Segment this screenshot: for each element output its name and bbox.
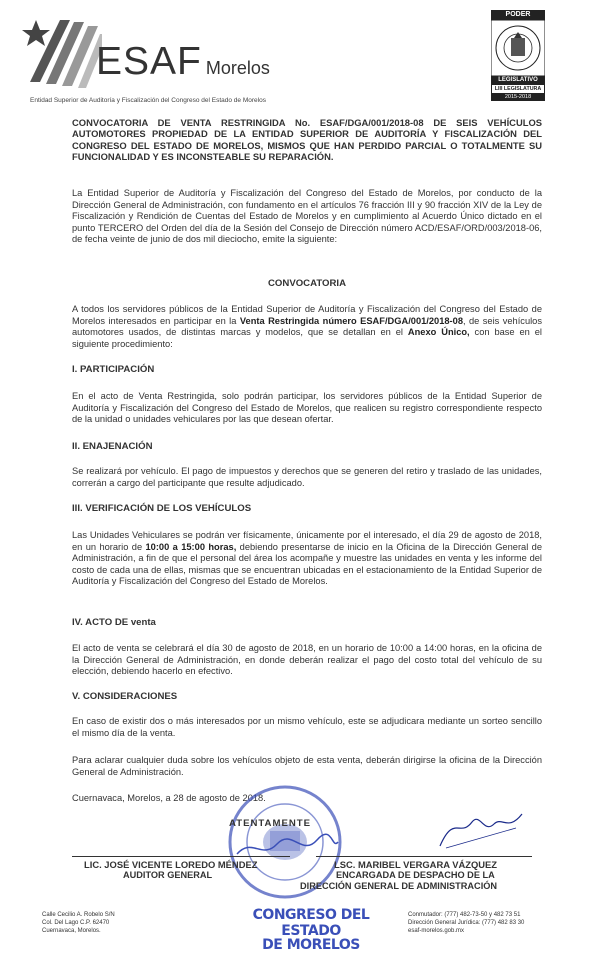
section-5-text-2: Para aclarar cualquier duda sobre los vehículos objeto de esta venta, deberán dirigirse la oficina de la Dirección General de Administración. bbox=[72, 755, 542, 777]
logo-caption: Entidad Superior de Auditoría y Fiscalización del Congreso del Estado de Morelos bbox=[30, 97, 266, 104]
left-signer-name: LIC. JOSÉ VICENTE LOREDO MÉNDEZ bbox=[84, 859, 258, 870]
right-signature-icon bbox=[436, 808, 526, 852]
logo-text: ESAF Morelos bbox=[96, 40, 270, 83]
section-5-heading: V. CONSIDERACIONES bbox=[72, 691, 178, 702]
left-signer-role: AUDITOR GENERAL bbox=[123, 870, 213, 880]
seal-legislature-label: LIII LEGISLATURA bbox=[491, 85, 545, 93]
right-signature-line bbox=[316, 856, 532, 857]
seal-years-label: 2015-2018 bbox=[491, 93, 545, 101]
section-4-heading: IV. ACTO DE venta bbox=[72, 617, 156, 628]
seal-emblem-icon bbox=[491, 20, 545, 76]
section-3-heading: III. VERIFICACIÓN DE LOS VEHÍCULOS bbox=[72, 503, 252, 514]
convocatoria-paragraph: A todos los servidores públicos de la Entidad Superior de Auditoría y Fiscalización del Congreso del Estado de Morelos interesados en participar en la Venta Restringida número ESAF/DGA/001/2018-08, de seis vehículos automotores usados, de distintas marcas y modelos, que se detallan en el Anexo Único, con base en el siguiente procedimiento: bbox=[72, 304, 543, 349]
section-2-heading: II. ENAJENACIÓN bbox=[72, 441, 153, 452]
section-1-heading: I. PARTICIPACIÓN bbox=[72, 364, 155, 375]
right-signer-name: LSC. MARIBEL VERGARA VÁZQUEZ bbox=[334, 859, 498, 870]
section-3-text: Las Unidades Vehiculares se podrán ver físicamente, únicamente por el interesado, el día 29 de agosto de 2018, en un horario de 10:00 a 15:00 horas, debiendo presentarse de inicio en la Oficina de la Dirección General de Administración, a fin de que el personal del área los acompañe y muestre las unidades en venta y les informe del costo de cada una de ellas, mismas que se encuentran ubicadas en el estacionamiento de la Entidad Superior de Auditoría y Fiscalización del Congreso del Estado de Morelos. bbox=[72, 530, 543, 587]
closing-text: ATENTAMENTE bbox=[229, 818, 312, 829]
esaf-star-stripes-icon bbox=[22, 12, 102, 92]
section-4-text: El acto de venta se celebrará el día 30 de agosto de 2018, en un horario de 10:00 a 14:00 horas, en la oficina de la Dirección General de Administración, en donde deberán realizar el pago del costo total del vehículo de su elección, debiendo hacerlo en efectivo. bbox=[72, 643, 542, 677]
seal-top-label: PODER bbox=[491, 10, 545, 20]
legislative-seal bbox=[491, 10, 545, 106]
place-date: Cuernavaca, Morelos, a 28 de agosto de 2018. bbox=[72, 793, 266, 803]
right-signer-role-1: ENCARGADA DE DESPACHO DE LA bbox=[336, 870, 495, 880]
section-2-text: Se realizará por vehículo. El pago de impuestos y derechos que se generen del retiro y traslado de las unidades, correrán a cargo del participante que resulte adjudicado. bbox=[72, 466, 542, 488]
footer-address: Calle Cecilio A. Robelo S/N Col. Del Lago C.P. 62470 Cuernavaca, Morelos. bbox=[42, 912, 115, 934]
convocatoria-heading: CONVOCATORIA bbox=[268, 278, 346, 289]
intro-paragraph: La Entidad Superior de Auditoría y Fiscalización del Congreso del Estado de Morelos, por conducto de la Dirección General de Administración, con fundamento en el artículos 76 fracción III y 90 fracción XIV de la Ley de Fiscalización y Rendición de Cuentas del Estado de Morelos y en cumplimiento al Acuerdo Único dictado en el punto TERCERO del Orden del día de la Sesión del Consejo de Dirección número ACD/ESAF/ORD/003/2018-06, de fecha veinte de junio de dos mil dieciocho, emite la siguiente: bbox=[72, 188, 542, 245]
left-signature-line bbox=[72, 856, 290, 857]
footer-contact: Conmutador: (777) 482-73-50 y 482 73 51 Dirección General Jurídica: (777) 482 83 30 esaf-morelos.gob.mx bbox=[408, 912, 525, 934]
section-5-text-1: En caso de existir dos o más interesados por un mismo vehículo, este se adjudicara mediante un sorteo sencillo el mismo día de la venta. bbox=[72, 716, 542, 738]
right-signer-role-2: DIRECCIÓN GENERAL DE ADMINISTRACIÓN bbox=[300, 881, 498, 891]
seal-mid-label: LEGISLATIVO bbox=[491, 76, 545, 85]
footer-stamp: CONGRESO DEL ESTADO DE MORELOS bbox=[252, 907, 370, 953]
left-signature-icon bbox=[232, 832, 342, 862]
section-1-text: En el acto de Venta Restringida, solo podrán participar, los servidores públicos de la Entidad Superior de Auditoría y Fiscalización del Congreso del Estado de Morelos, que realicen su registro correspondiente respecto de la unidad o unidades vehiculares por las que desean ofertar. bbox=[72, 391, 542, 425]
document-title: CONVOCATORIA DE VENTA RESTRINGIDA No. ESAF/DGA/001/2018-08 DE SEIS VEHÍCULOS AUTOMOTORES PROPIEDAD DE LA ENTIDAD SUPERIOR DE AUDITORÍA Y FISCALIZACIÓN DEL CONGRESO DEL ESTADO DE MORELOS, MISMOS QUE HAN PERDIDO PARCIAL O TOTALMENTE SU FUNCIONALIDAD Y ES INCONSTEABLE SU REPARACIÓN. bbox=[72, 117, 542, 163]
